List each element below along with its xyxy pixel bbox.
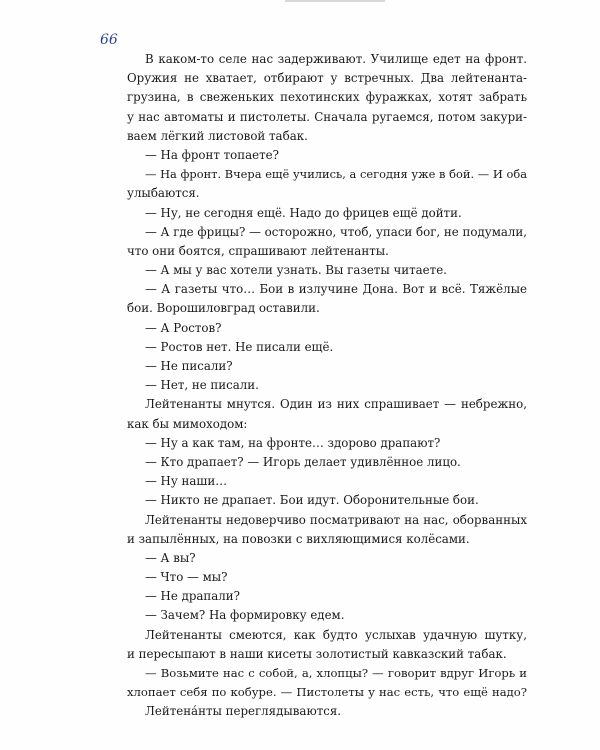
text-line: Лейтена́нты переглядываются.	[145, 704, 342, 719]
text-line: — Никто не драпает. Бои идут. Оборонительные бои.	[145, 493, 479, 508]
text-line: Лейтенанты смеются, как будто услыхав удачную шутку,	[145, 627, 527, 642]
text-line: как бы мимоходом:	[127, 416, 248, 431]
text-line: Лейтенанты недоверчиво посматривают на нас, оборванных	[145, 512, 527, 527]
text-line: — А Ростов?	[145, 320, 222, 335]
text-line: — Не драпали?	[145, 589, 240, 604]
text-line: Оружия не хватает, отбирают у встречных. Два лейтенанта-	[127, 71, 527, 86]
text-line: Лейтенанты мнутся. Один из них спрашивает — небрежно,	[145, 397, 527, 412]
text-line: у нас автоматы и пистолеты. Сначала ругаемся, потом закури-	[127, 109, 527, 124]
body-text	[127, 50, 527, 722]
text-line: — На фронт. Вчера ещё учились, а сегодня уже в бой. — И оба	[145, 167, 527, 182]
text-line: — Что — мы?	[145, 570, 228, 585]
text-line: — Ростов нет. Не писали ещё.	[145, 339, 334, 354]
text-line: — А вы?	[145, 550, 196, 565]
text-line: — Не писали?	[145, 359, 233, 373]
text-line: и пересыпают в наши кисеты золотистый кавказский табак.	[127, 646, 507, 661]
text-line: ваем лёгкий листовой табак.	[127, 128, 308, 143]
text-line: В каком-то селе нас задерживают. Училище едет на фронт.	[145, 52, 527, 66]
text-line: — Зачем? На формировку едем.	[145, 608, 345, 623]
text-line: — Ну наши…	[145, 474, 228, 489]
text-line: — Кто драпает? — Игорь делает удивлённое лицо.	[145, 454, 461, 469]
text-line: грузина, в свеженьких пехотинских фуражках, хотят забрать	[127, 90, 527, 105]
text-line: — А газеты что… Бои в излучине Дона. Вот и всё. Тяжёлые	[145, 282, 527, 297]
text-line: бои. Ворошиловград оставили.	[127, 301, 320, 316]
text-line: улыбаются.	[127, 186, 200, 201]
text-line: хлопает себя по кобуре. — Пистолеты у нас есть, что ещё надо?	[127, 685, 527, 700]
text-line: что они боятся, спрашивают лейтенанты.	[127, 243, 389, 258]
text-line: — А где фрицы? — осторожно, чтоб, упаси бог, не подумали,	[145, 224, 528, 239]
text-line: — Ну, не сегодня ещё. Надо до фрицев ещё дойти.	[145, 205, 462, 220]
text-line: и запылённых, на повозки с вихляющимися колёсами.	[127, 531, 470, 546]
text-line: — Ну а как там, на фронте… здорово драпают?	[145, 435, 441, 450]
text-line: — Нет, не писали.	[145, 378, 259, 393]
top-edge-rule	[285, 0, 385, 2]
text-line: — На фронт топаете?	[145, 147, 279, 162]
text-line: — Возьмите нас с собой, а, хлопцы? — говорит вдруг Игорь и	[145, 666, 527, 680]
text-line: — А мы у вас хотели узнать. Вы газеты читаете.	[145, 263, 447, 278]
page-number: 66	[100, 32, 118, 48]
